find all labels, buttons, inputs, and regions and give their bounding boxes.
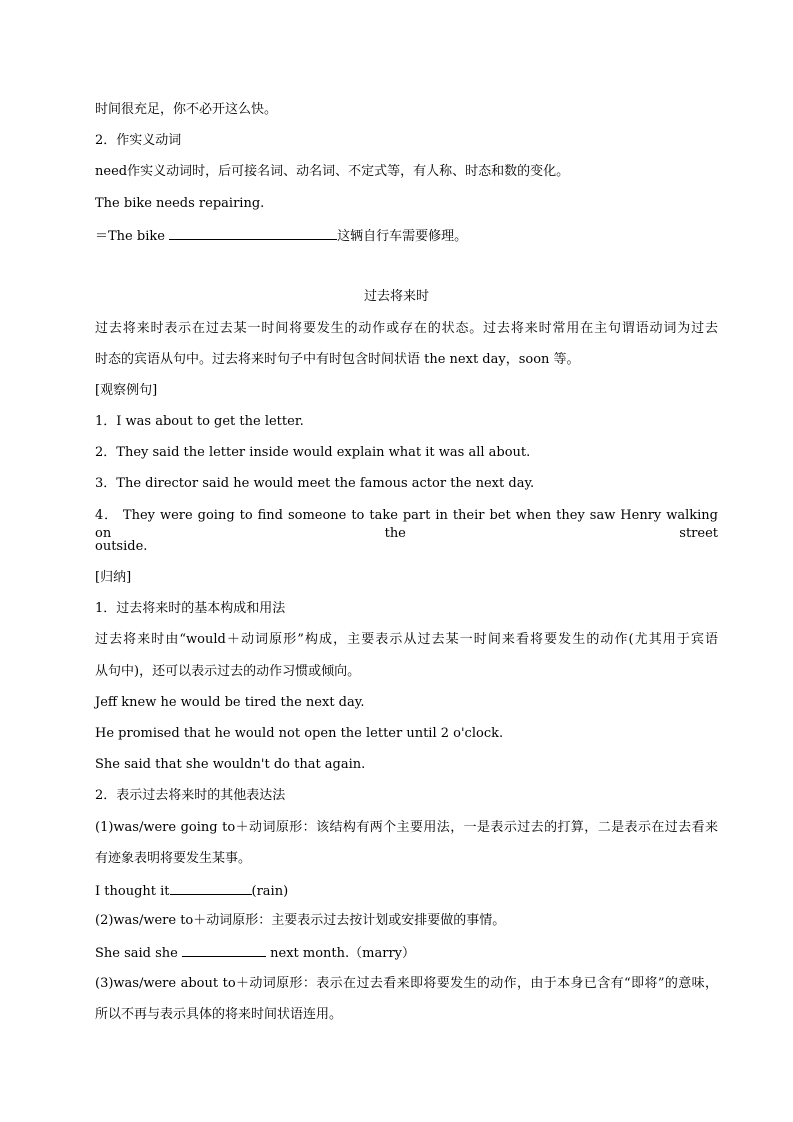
- fill-in-suffix: 这辆自行车需要修理。: [337, 229, 468, 244]
- section-heading: 1．过去将来时的基本构成和用法: [95, 601, 286, 616]
- fill-in-line: [95, 881, 288, 901]
- example-sentence: He promised that he would not open the letter until 2 o'clock.: [95, 726, 504, 741]
- paragraph-line: 过去将来时由“would＋动词原形”构成，主要表示从过去某一时间来看将要发生的动作(尤其用于宾语: [95, 632, 718, 647]
- fill-in-prefix: She said she: [95, 946, 183, 961]
- answer-blank[interactable]: [169, 226, 337, 240]
- fill-in-prefix: I thought it: [95, 884, 170, 899]
- section-heading: 2．作实义动词: [95, 133, 182, 148]
- fill-in-line: [95, 226, 467, 246]
- example-sentence: 4． They were going to find someone to take part in their bet when they saw Henry walking on the street: [95, 508, 718, 541]
- paragraph-line: 所以不再与表示具体的将来时间状语连用。: [95, 1007, 343, 1022]
- paragraph-line: (2)was/were to＋动词原形：主要表示过去按计划或安排要做的事情。: [95, 913, 506, 928]
- fill-in-prefix: ＝The bike: [95, 229, 170, 244]
- subheading: [归纳]: [95, 570, 132, 585]
- answer-blank[interactable]: [182, 943, 266, 957]
- example-sentence: 2．They said the letter inside would explain what it was all about.: [95, 445, 531, 460]
- answer-blank[interactable]: [170, 881, 252, 895]
- example-sentence: 3．The director said he would meet the famous actor the next day.: [95, 476, 535, 491]
- example-sentence: The bike needs repairing.: [95, 196, 265, 211]
- subheading: [观察例句]: [95, 383, 158, 398]
- paragraph-line: (3)was/were about to＋动词原形：表示在过去看来即将要发生的动作，由于本身已含有“即将”的意味，: [95, 976, 718, 991]
- paragraph-line: (1)was/were going to＋动词原形：该结构有两个主要用法，一是表示过去的打算，二是表示在过去看来: [95, 820, 718, 835]
- paragraph-line: 从句中)，还可以表示过去的动作习惯或倾向。: [95, 664, 361, 679]
- example-sentence: outside.: [95, 539, 148, 554]
- example-sentence: Jeff knew he would be tired the next day.: [95, 695, 365, 710]
- example-sentence: She said that she wouldn't do that again.: [95, 757, 366, 772]
- paragraph-line: 有迹象表明将要发生某事。: [95, 851, 252, 866]
- example-sentence: 1．I was about to get the letter.: [95, 414, 304, 429]
- text-line: need作实义动词时，后可接名词、动名词、不定式等，有人称、时态和数的变化。: [95, 164, 570, 179]
- fill-in-line: [95, 943, 415, 963]
- section-heading: 2．表示过去将来时的其他表达法: [95, 788, 286, 803]
- paragraph-line: 时态的宾语从句中。过去将来时句子中有时包含时间状语 the next day，soon 等。: [95, 352, 580, 367]
- fill-in-suffix: (rain): [251, 884, 289, 899]
- paragraph-line: 过去将来时表示在过去某一时间将要发生的动作或存在的状态。过去将来时常用在主句谓语动词为过去: [95, 321, 718, 336]
- text-line: 时间很充足，你不必开这么快。: [95, 102, 278, 117]
- section-title: 过去将来时: [363, 289, 429, 304]
- fill-in-suffix: next month.（marry）: [266, 946, 416, 961]
